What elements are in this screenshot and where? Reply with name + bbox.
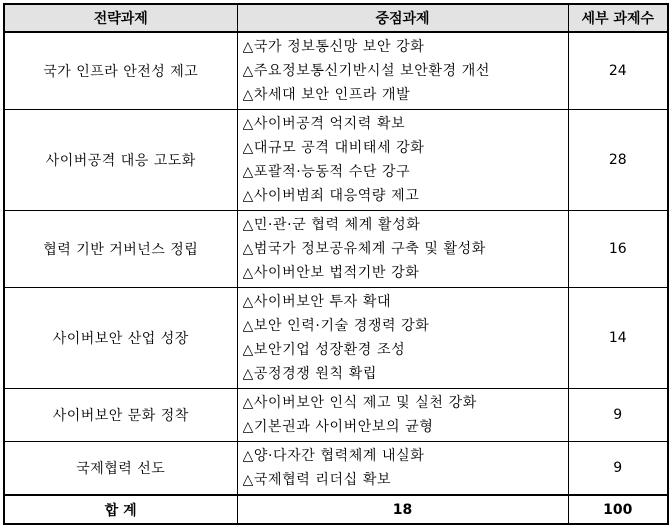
strategy-cell: 사이버보안 산업 성장	[4, 288, 237, 389]
header-strategy: 전략과제	[4, 4, 237, 32]
total-label: 합 계	[4, 495, 237, 524]
header-detail-count: 세부 과제수	[568, 4, 668, 32]
header-row	[4, 4, 668, 32]
task-item: △사이버안보 법적기반 강화	[242, 265, 420, 281]
task-item: △기본권과 사이버안보의 균형	[242, 419, 434, 435]
tasks-cell	[237, 211, 568, 288]
task-item: △양·다자간 협력체계 내실화	[242, 448, 425, 464]
strategy-table	[3, 3, 669, 525]
tasks-cell	[237, 442, 568, 496]
strategy-cell: 사이버공격 대응 고도화	[4, 110, 237, 211]
count-cell: 16	[568, 211, 668, 288]
task-item: △포괄적·능동적 수단 강구	[242, 164, 411, 180]
count-cell: 9	[568, 442, 668, 496]
total-row	[4, 495, 668, 524]
table-row	[4, 389, 668, 442]
task-item: △민·관·군 협력 체계 활성화	[242, 217, 421, 233]
task-item: △사이버보안 인식 제고 및 실천 강화	[242, 395, 477, 411]
count-cell: 14	[568, 288, 668, 389]
count-cell: 28	[568, 110, 668, 211]
strategy-cell: 국제협력 선도	[4, 442, 237, 496]
task-item: △사이버범죄 대응역량 제고	[242, 188, 420, 204]
task-item: △국제협력 리더십 확보	[242, 472, 392, 488]
tasks-cell	[237, 389, 568, 442]
task-item: △사이버공격 억지력 확보	[242, 116, 406, 132]
table-row	[4, 288, 668, 389]
count-cell: 9	[568, 389, 668, 442]
strategy-cell: 사이버보안 문화 정착	[4, 389, 237, 442]
header-key-tasks: 중점과제	[237, 4, 568, 32]
task-item: △보안 인력·기술 경쟁력 강화	[242, 318, 430, 334]
tasks-cell	[237, 110, 568, 211]
tasks-cell	[237, 288, 568, 389]
strategy-cell: 협력 기반 거버넌스 정립	[4, 211, 237, 288]
task-item: △공정경쟁 원칙 확립	[242, 366, 377, 382]
task-item: △차세대 보안 인프라 개발	[242, 87, 411, 103]
task-item: △국가 정보통신망 보안 강화	[242, 39, 425, 55]
total-count: 100	[568, 495, 668, 524]
table-row	[4, 211, 668, 288]
task-item: △보안기업 성장환경 조성	[242, 342, 406, 358]
strategy-cell: 국가 인프라 안전성 제고	[4, 32, 237, 110]
table-row	[4, 442, 668, 496]
count-cell: 24	[568, 32, 668, 110]
task-item: △범국가 정보공유체계 구축 및 활성화	[242, 241, 486, 257]
total-tasks: 18	[237, 495, 568, 524]
table-row	[4, 110, 668, 211]
task-item: △주요정보통신기반시설 보안환경 개선	[242, 63, 490, 79]
tasks-cell	[237, 32, 568, 110]
table-row	[4, 32, 668, 110]
task-item: △사이버보안 투자 확대	[242, 294, 392, 310]
task-item: △대규모 공격 대비태세 강화	[242, 140, 425, 156]
